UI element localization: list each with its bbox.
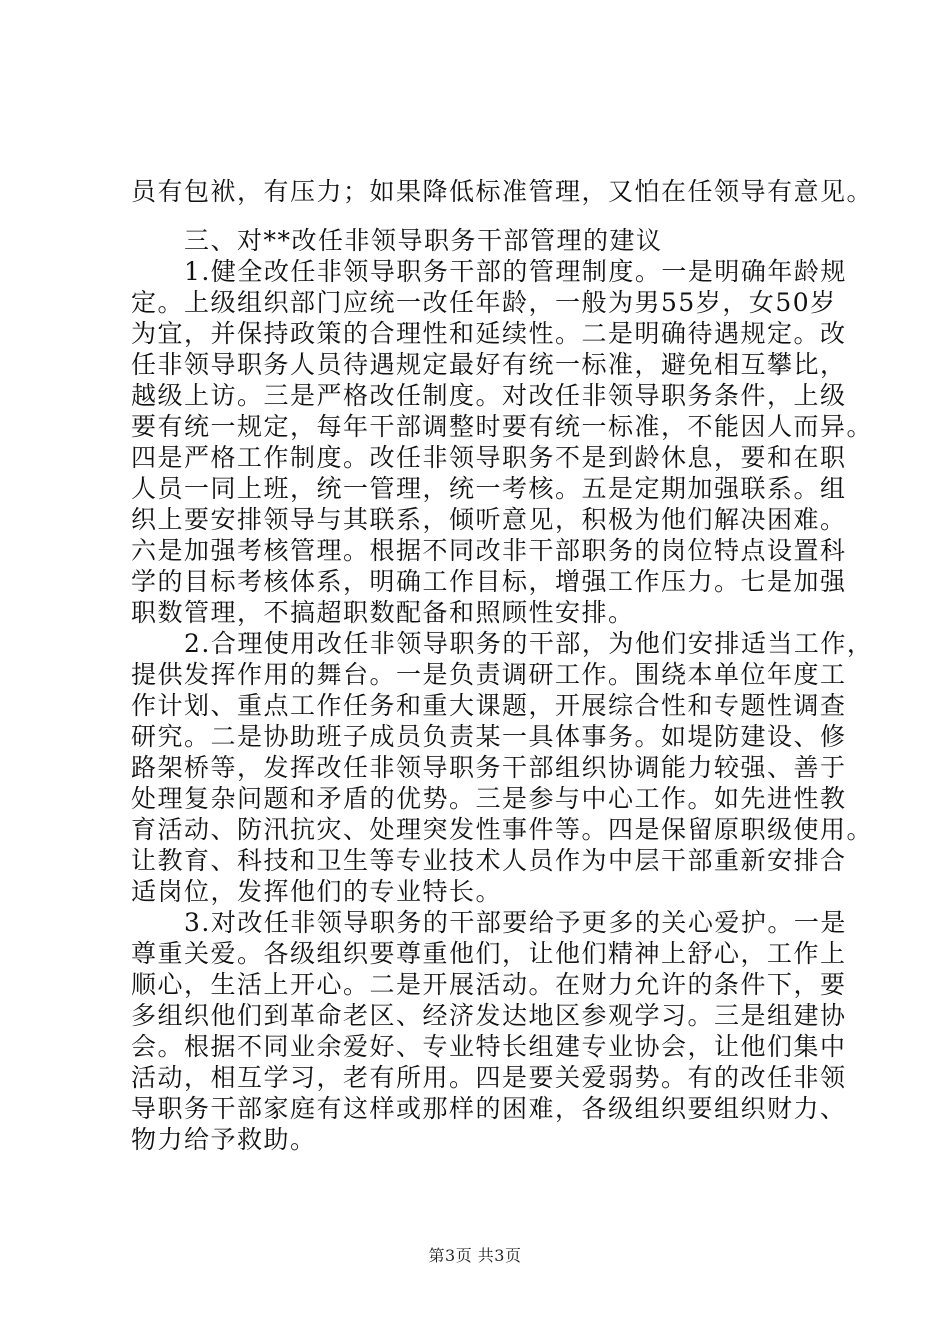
text-line: 人员一同上班，统一管理，统一考核。五是定期加强联系。组 <box>131 474 847 503</box>
text-line: 适岗位，发挥他们的专业特长。 <box>131 877 503 906</box>
text-line: 任非领导职务人员待遇规定最好有统一标准，避免相互攀比， <box>131 350 847 379</box>
text-line: 学的目标考核体系，明确工作目标，增强工作压力。七是加强 <box>131 567 847 596</box>
page-number-footer: 第3页 共3页 <box>428 1246 522 1265</box>
text-line: 顺心，生活上开心。二是开展活动。在财力允许的条件下，要 <box>131 970 847 999</box>
document-body <box>131 176 874 1155</box>
text-line: 让教育、科技和卫生等专业技术人员作为中层干部重新安排合 <box>131 846 847 875</box>
text-line: 处理复杂问题和矛盾的优势。三是参与中心工作。如先进性教 <box>131 784 847 813</box>
text-line: 定。上级组织部门应统一改任年龄，一般为男55岁，女50岁 <box>131 288 837 317</box>
text-line: 3.对改任非领导职务的干部要给予更多的关心爱护。一是 <box>131 908 847 937</box>
text-line: 员有包袱，有压力；如果降低标准管理，又怕在任领导有意见。 <box>131 177 874 206</box>
text-line: 育活动、防汛抗灾、处理突发性事件等。四是保留原职级使用。 <box>131 815 874 844</box>
text-line: 提供发挥作用的舞台。一是负责调研工作。围绕本单位年度工 <box>131 660 847 689</box>
text-line: 1.健全改任非领导职务干部的管理制度。一是明确年龄规 <box>131 257 847 286</box>
text-line: 多组织他们到革命老区、经济发达地区参观学习。三是组建协 <box>131 1001 847 1030</box>
text-line: 要有统一规定，每年干部调整时要有统一标准，不能因人而异。 <box>131 412 874 441</box>
text-line: 路架桥等，发挥改任非领导职务干部组织协调能力较强、善于 <box>131 753 847 782</box>
text-line: 织上要安排领导与其联系，倾听意见，积极为他们解决困难。 <box>131 505 847 534</box>
text-line: 活动，相互学习，老有所用。四是要关爱弱势。有的改任非领 <box>131 1063 847 1092</box>
text-line: 尊重关爱。各级组织要尊重他们，让他们精神上舒心，工作上 <box>131 939 847 968</box>
text-line: 越级上访。三是严格改任制度。对改任非领导职务条件，上级 <box>131 381 847 410</box>
text-line: 研究。二是协助班子成员负责某一具体事务。如堤防建设、修 <box>131 722 847 751</box>
text-line: 六是加强考核管理。根据不同改非干部职务的岗位特点设置科 <box>131 536 847 565</box>
text-line: 2.合理使用改任非领导职务的干部，为他们安排适当工作， <box>131 629 874 658</box>
section-heading: 三、对**改任非领导职务干部管理的建议 <box>131 226 663 255</box>
text-line: 导职务干部家庭有这样或那样的困难，各级组织要组织财力、 <box>131 1094 847 1123</box>
text-line: 作计划、重点工作任务和重大课题，开展综合性和专题性调查 <box>131 691 847 720</box>
text-line: 会。根据不同业余爱好、专业特长组建专业协会，让他们集中 <box>131 1032 847 1061</box>
text-line: 物力给予救助。 <box>131 1125 317 1154</box>
text-line: 为宜，并保持政策的合理性和延续性。二是明确待遇规定。改 <box>131 319 847 348</box>
paragraph-spacer <box>131 207 831 225</box>
text-line: 四是严格工作制度。改任非领导职务不是到龄休息，要和在职 <box>131 443 847 472</box>
text-line: 职数管理，不搞超职数配备和照顾性安排。 <box>131 598 635 627</box>
